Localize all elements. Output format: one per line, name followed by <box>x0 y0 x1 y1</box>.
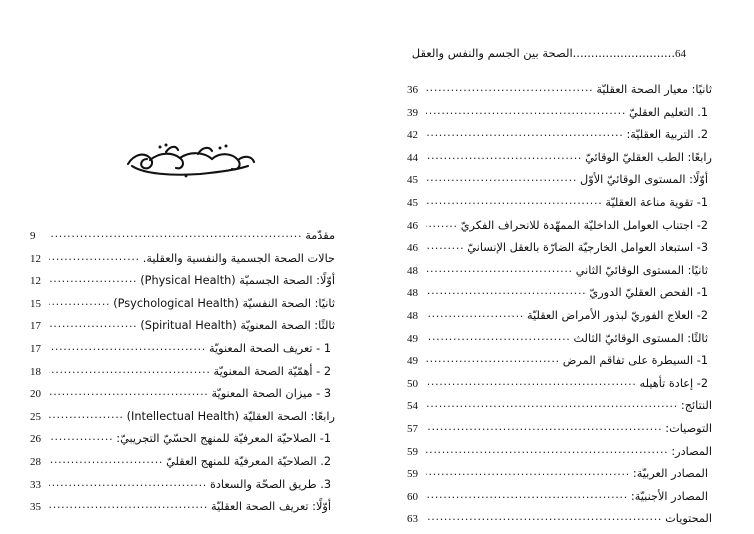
leader-dots <box>426 398 678 409</box>
toc-entry-label: المصادر العربيّة: <box>632 467 708 481</box>
toc-page-number: 18 <box>30 365 41 378</box>
toc-entry-label: ثالثًا: المستوى الوقائيّ الثالث <box>573 331 708 345</box>
page-number: 64 <box>675 48 686 60</box>
toc-entry[interactable] <box>407 218 712 232</box>
toc-page-number: 39 <box>407 106 418 119</box>
toc-entry-label: 1- السيطرة على تفاقم المرض <box>562 354 708 368</box>
toc-entry-label: ثانيًا: الصحة النفسيّة (Psychological Health) <box>113 296 335 310</box>
toc-page-number: 59 <box>407 468 418 481</box>
toc-page-number: 20 <box>30 388 41 401</box>
toc-entry[interactable] <box>30 251 335 265</box>
toc-entry[interactable] <box>30 318 335 332</box>
toc-page-number: 46 <box>407 219 418 232</box>
leader-dots <box>426 511 662 522</box>
leader-dots <box>426 308 524 319</box>
toc-entry[interactable] <box>30 364 335 378</box>
toc-entry[interactable] <box>30 296 335 310</box>
leader-dots <box>426 150 582 161</box>
header-title: الصحة بين الجسم والنفس والعقل <box>411 46 573 60</box>
toc-entry-label: المصادر الأجنبيّة: <box>630 489 708 503</box>
toc-entry[interactable] <box>30 409 335 423</box>
toc-page-number: 15 <box>30 297 41 310</box>
toc-entry[interactable] <box>30 454 335 468</box>
leader-dots <box>426 353 560 364</box>
leader-dots <box>49 431 113 442</box>
toc-entry[interactable] <box>407 353 712 367</box>
toc-entry[interactable] <box>407 331 712 345</box>
leader-dots <box>426 466 630 477</box>
toc-page-number: 45 <box>407 196 418 209</box>
toc-entry-label: ثانيًا: معيار الصحة العقليّة <box>596 83 712 96</box>
toc-entry[interactable] <box>407 240 712 254</box>
toc-page-number: 9 <box>30 230 36 242</box>
leader-dots <box>49 251 140 262</box>
toc-entry-label: 2. التربية العقليّة: <box>626 128 708 142</box>
leader-dots <box>426 263 573 274</box>
leader-dots <box>426 218 458 229</box>
toc-entry-label: 2- اجتناب العوامل الداخليّة الممهّدة للانحراف الفكريّ <box>460 218 708 232</box>
toc-entry-label: رابعًا: الصحة العقليّة (Intellectual Health) <box>126 409 335 423</box>
toc-entry[interactable] <box>407 263 712 277</box>
toc-page-number: 44 <box>407 151 418 164</box>
leader-dots <box>49 341 206 352</box>
leader-dots <box>49 477 207 488</box>
leader-dots <box>426 421 662 432</box>
toc-entry-label: ثالثًا: الصحة المعنويّة (Spiritual Health) <box>140 319 335 333</box>
toc-entry-label: 1- الفحص العقليّ الدوريّ <box>589 286 708 300</box>
toc-entry-label: 3. طريق الصحّة والسعادة <box>209 477 331 491</box>
toc-page-number: 26 <box>30 433 41 446</box>
toc-entry-label: أوّلًا: الصحة الجسميّة (Physical Health) <box>140 274 335 288</box>
toc-entry-label: النتائج: <box>680 399 712 413</box>
toc-entry-label: المحتويات <box>665 512 712 526</box>
toc-page-number: 17 <box>30 342 41 355</box>
toc-column-left <box>0 0 377 531</box>
toc-entry-label: 1- الصلاحيّة المعرفيّة للمنهج الحسّيّ التجريبيّ: <box>116 432 331 446</box>
leader-dots <box>426 331 570 342</box>
toc-page-number: 63 <box>407 513 418 526</box>
toc-entry-label: 1 - تعريف الصحة المعنويّة <box>208 341 331 355</box>
toc-page-number: 46 <box>407 242 418 255</box>
toc-page-number: 48 <box>407 309 418 322</box>
toc-entry-label: التوصيات: <box>665 421 712 435</box>
toc-page-number: 33 <box>30 478 41 491</box>
toc-entry-label: 1. التعليم العقليّ <box>629 105 708 119</box>
leader-dots <box>49 409 124 420</box>
toc-page-number: 59 <box>407 445 418 458</box>
leader-dots <box>426 444 668 455</box>
toc-entry[interactable] <box>407 195 712 209</box>
toc-page-number: 54 <box>407 400 418 413</box>
leader-dots <box>426 127 623 138</box>
leader-dots <box>49 318 137 329</box>
toc-entry-label: ثانيًا: المستوى الوقائيّ الثاني <box>575 263 708 277</box>
leader-dots <box>426 489 628 500</box>
toc-page-number: 57 <box>407 422 418 435</box>
toc-page-number: 49 <box>407 332 418 345</box>
toc-entry-label: أوّلًا: تعريف الصحة العقليّة <box>211 500 331 514</box>
toc-entry[interactable] <box>407 127 712 141</box>
toc-entry[interactable] <box>407 105 712 119</box>
toc-entry[interactable] <box>30 477 335 491</box>
toc-column-right <box>377 0 754 531</box>
toc-entry-label: 2 - أهمّيّة الصحة المعنويّة <box>213 364 331 378</box>
toc-list-left <box>30 228 335 522</box>
toc-page-number: 49 <box>407 355 418 368</box>
toc-entry[interactable] <box>407 308 712 322</box>
leader-dots <box>49 499 208 510</box>
toc-entry-label: مقدّمة <box>305 229 335 242</box>
toc-page-number: 25 <box>30 410 41 423</box>
leader-dots <box>49 273 137 284</box>
leader-dots <box>426 240 464 251</box>
toc-entry[interactable] <box>407 150 712 164</box>
leader-dots <box>49 364 211 375</box>
running-header <box>411 46 690 60</box>
toc-entry[interactable] <box>407 444 712 458</box>
toc-entry[interactable] <box>30 499 335 513</box>
toc-list-right <box>407 82 712 534</box>
toc-page-number: 17 <box>30 320 41 333</box>
leader-dots <box>426 285 586 296</box>
toc-entry-label: 1- تقوية مناعة العقليّة <box>605 195 708 209</box>
toc-entry[interactable] <box>407 466 712 480</box>
leader-dots <box>426 172 577 183</box>
toc-page-number: 48 <box>407 287 418 300</box>
toc-entry-label: 3 - ميزان الصحة المعنويّة <box>211 387 331 401</box>
calligraphy-heading-icon <box>0 130 377 190</box>
toc-entry[interactable] <box>30 341 335 355</box>
toc-page-number: 50 <box>407 377 418 390</box>
toc-entry[interactable] <box>30 228 335 242</box>
toc-entry-label: أوّلًا: المستوى الوقائيّ الأوّل <box>580 173 708 187</box>
toc-entry[interactable] <box>30 431 335 445</box>
toc-page-number: 42 <box>407 129 418 142</box>
header-dots: ............................ <box>572 46 675 60</box>
toc-page-number: 12 <box>30 275 41 288</box>
toc-entry[interactable] <box>407 285 712 299</box>
leader-dots <box>49 296 110 307</box>
toc-page-number: 60 <box>407 490 418 503</box>
toc-page-number: 36 <box>407 84 418 96</box>
toc-entry[interactable] <box>407 398 712 412</box>
toc-entry-label: 3- استبعاد العوامل الخارجيّة الضارّة بالعقل الإنسانيّ <box>467 241 708 255</box>
toc-entry[interactable] <box>407 511 712 525</box>
toc-entry[interactable] <box>407 421 712 435</box>
toc-page-number: 48 <box>407 264 418 277</box>
toc-entry[interactable] <box>407 82 712 96</box>
leader-dots <box>426 105 626 116</box>
toc-entry[interactable] <box>407 376 712 390</box>
toc-page-number: 28 <box>30 455 41 468</box>
toc-entry-label: 2- إعادة تأهيله <box>639 376 708 390</box>
toc-entry-label: 2- العلاج الفوريّ لبذور الأمراض العقليّة <box>526 308 708 322</box>
toc-entry[interactable] <box>407 172 712 186</box>
toc-page-number: 45 <box>407 174 418 187</box>
leader-dots <box>426 376 637 387</box>
leader-dots <box>49 454 163 465</box>
toc-entry-label: حالات الصحة الجسمية والنفسية والعقلية. <box>142 251 335 265</box>
toc-entry[interactable] <box>407 489 712 503</box>
toc-entry[interactable] <box>30 386 335 400</box>
leader-dots <box>49 386 209 397</box>
leader-dots <box>426 195 602 206</box>
toc-page-number: 12 <box>30 252 41 265</box>
toc-entry-label: المصادر: <box>671 444 712 458</box>
leader-dots <box>49 228 302 239</box>
toc-entry[interactable] <box>30 273 335 287</box>
leader-dots <box>426 82 593 93</box>
toc-page-number: 35 <box>30 501 41 514</box>
toc-entry-label: رابعًا: الطب العقليّ الوقائيّ <box>585 150 712 164</box>
toc-entry-label: 2. الصلاحيّة المعرفيّة للمنهج العقليّ <box>166 454 331 468</box>
